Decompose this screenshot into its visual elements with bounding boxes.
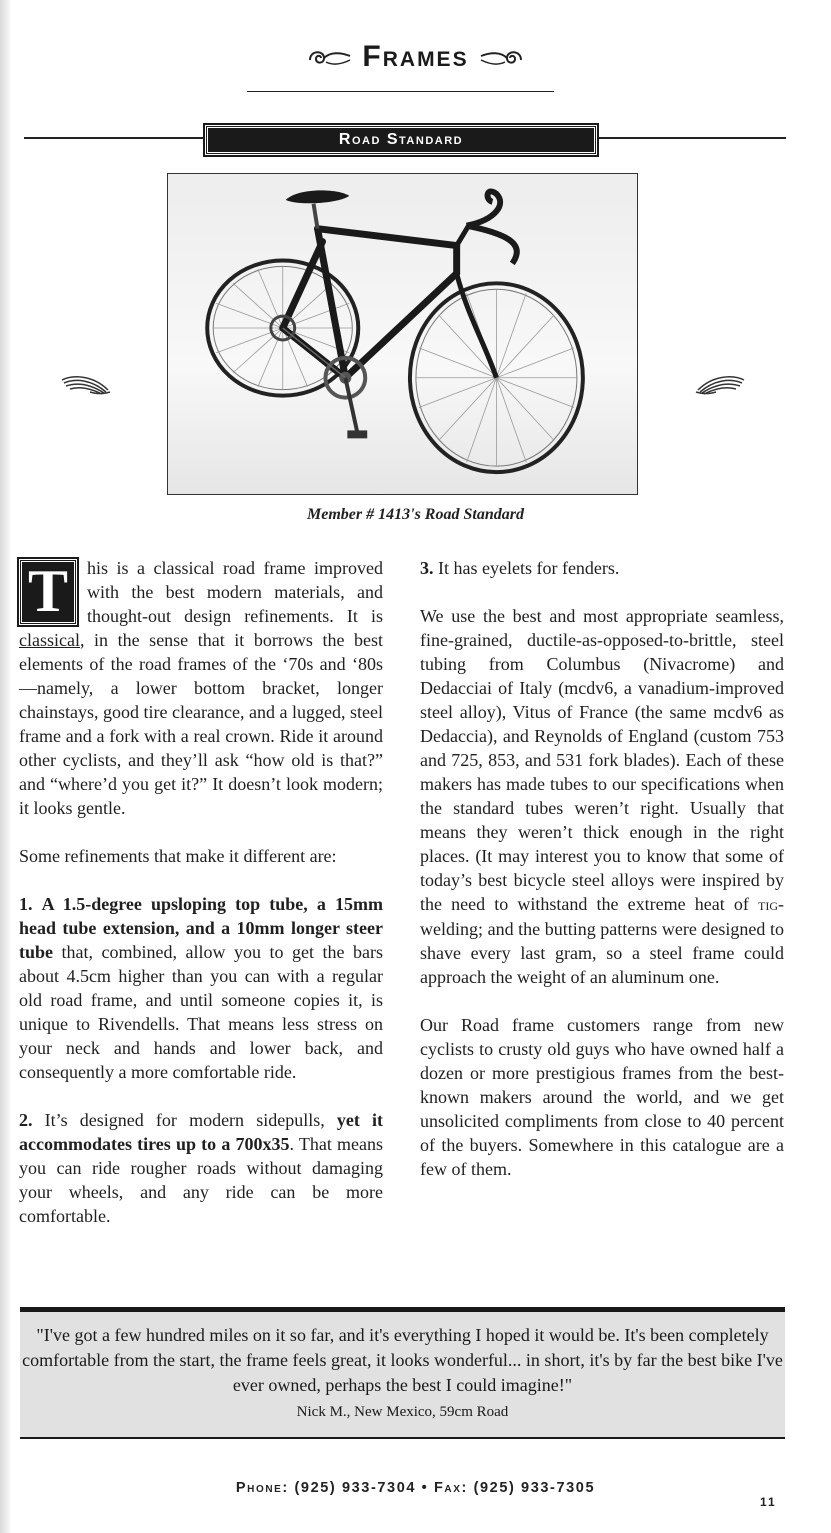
swirl-left-icon [306, 44, 354, 70]
contact-footer: Phone: (925) 933-7304 • Fax: (925) 933-7305 [235, 1480, 596, 1496]
photo-caption: Member # 1413's Road Standard [307, 506, 524, 523]
page-number: 11 [760, 1495, 777, 1509]
intro-paragraph [19, 556, 383, 820]
header-rule [247, 91, 554, 92]
page-header [0, 40, 831, 74]
left-column [19, 556, 383, 1252]
tubing-text-end: -welding; and the butting patterns were designed to shave every last gram, so a steel frame could approach the weight of an aluminum one. [420, 894, 784, 987]
page-edge-shadow [0, 0, 12, 1533]
refinement-1 [19, 892, 383, 1084]
refinement-2-lead: It’s designed for modern sidepulls, [32, 1110, 337, 1130]
tubing-paragraph [420, 604, 784, 989]
refinement-3-number: 3. [420, 558, 434, 578]
customers-paragraph: Our Road frame customers range from new cyclists to crusty old guys who have owned half a dozen or more prestigious frames from the best-known makers around the world, and we get unsolicited compliments from close to 40 percent of the buyers. Somewhere in this catalogue are a few of them. [420, 1015, 784, 1179]
drop-cap: T [19, 559, 77, 625]
right-column [420, 556, 784, 1205]
intro-text-end: , in the sense that it borrows the best elements of the road frames of the ‘70s and ‘80s—namely, a lower bottom bracket, longer chainstays, good tire clearance, and a lugged, steel frame and a fork with a real crown. Ride it around other cyclists, and they’ll ask “how old is that?” and “where’d you get it?” It doesn’t look modern; it looks gentle. [19, 630, 383, 818]
testimonial-quote: "I've got a few hundred miles on it so far, and it's everything I hoped it would be. It's been completely comfortable from the start, the frame feels great, it looks wonderful... in short, it's by far the best bike I've ever owned, perhaps the best I could imagine!" [22, 1325, 783, 1395]
refinement-1-text: that, combined, allow you to get the bars about 4.5cm higher than you can with a regular old road frame, and until someone copies it, is unique to Rivendells. That means less stress on your neck and hands and lower back, and consequently a more comfortable ride. [19, 942, 383, 1082]
testimonial-author: Nick M., New Mexico, 59cm Road [296, 1404, 509, 1420]
refinement-1-bold: A 1.5-degree upsloping top tube, a 15mm head tube extension, and a 10mm longer steer tube [19, 894, 383, 962]
refinement-3 [420, 556, 784, 580]
bicycle-photo [167, 173, 638, 495]
refinement-2-number: 2. [19, 1110, 33, 1130]
refinement-3-text: It has eyelets for fenders. [433, 558, 620, 578]
tubing-tig: tig [758, 895, 778, 914]
tubing-text-start: We use the best and most appropriate seamless, fine-grained, ductile-as-opposed-to-brittle, steel tubing from Columbus (Nivacrome) and Dedacciai of Italy (mcdv6, a vanadium-improved steel alloy), Vitus of France (the same mcdv6 as Dedaccia), and Reynolds of England (custom 753 and 725, 853, and 531 fork blades). Each of these makers has made tubes to our specifications when the standard tubes weren’t right. Usually that means they weren’t thick enough in the right places. (It may interest you to know that some of today’s best bicycle steel alloys were inspired by the need to withstand the extreme heat of [420, 606, 784, 914]
refinement-2-bold: yet it accommodates tires up to a 700x35 [19, 1110, 383, 1154]
intro-text-start: his is a classical road frame improved with the best modern materials, and thought-out design refinements. It is [87, 558, 383, 626]
testimonial-box [20, 1307, 785, 1439]
swirl-right-icon [477, 44, 525, 70]
refinement-2-text: . That means you can ride rougher roads without damaging your wheels, and any ride can be more comfortable. [19, 1134, 383, 1226]
section-title: Road Standard [338, 131, 464, 148]
feather-ornament-right-icon [694, 372, 746, 396]
page-title: Frames [362, 40, 469, 73]
intro-underlined-word: classical [19, 630, 80, 650]
refinement-1-number: 1. [19, 894, 33, 914]
refinements-intro: Some refinements that make it different are: [19, 846, 337, 866]
feather-ornament-left-icon [60, 372, 112, 396]
bicycle-icon [168, 174, 637, 494]
section-banner [205, 125, 597, 155]
refinement-2 [19, 1108, 383, 1228]
